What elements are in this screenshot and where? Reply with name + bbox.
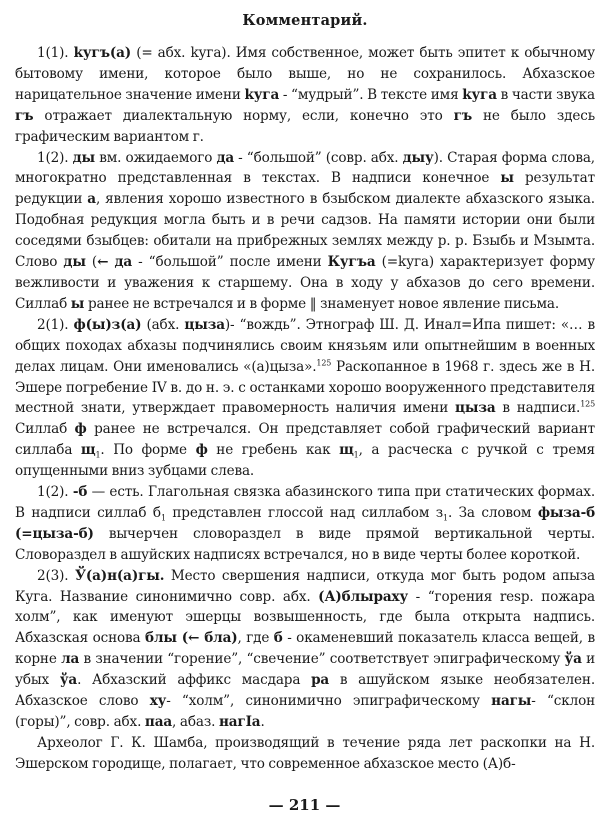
subscript-index: 1 [443,513,448,523]
commentary-body [15,43,595,775]
text-run: результат редукции [15,170,595,208]
text-run: - окаменевший показатель класса вещей, в корне [15,630,595,668]
text-run: 2(1). [37,316,74,333]
bold-term: да [114,254,133,271]
text-run: Археолог Г. К. Шамба, производящий в течение ряда лет раскопки на Н. Эшерском городище, полагает, что современное абхазское место (А)б- [15,734,595,772]
text-run: в части звука [496,86,595,103]
text-run: ранее не встречался. Он представляет собой графический вариант силлаба [15,421,595,459]
bold-term: ла [61,651,80,668]
text-run: не было здесь графическим вариантом г. [15,107,595,145]
text-run: и убых [15,651,595,689]
text-run: , абаз. [172,714,219,730]
bold-term: щ [339,442,354,459]
text-run: (=kуга) характеризует форму вежливости и уважения к старшему. Она в ходу у абхазов до сего времени. Силлаб [15,254,596,312]
bold-term: паа [144,714,173,730]
text-run: представлен глоссой над силлабом з [165,504,443,521]
bold-term: kуга [462,86,497,103]
bold-term: да [216,149,235,166]
page-number: — 211 — [268,796,341,814]
commentary-paragraph [15,733,595,775]
text-run: ( [85,254,98,271]
bold-term: kугъ(а) [73,45,132,61]
text-run: - “большой” (совр. абх. [234,149,403,166]
text-run: в значении “горение”, “свечение” соответствует эпиграфическому [79,651,565,668]
subscript-index: 1 [160,513,166,523]
text-run: в ашуйском языке необязателен. Абхазское слово [15,672,595,710]
bold-term: дыу [402,149,434,166]
commentary-paragraph [15,566,595,733]
bold-term: -б [72,484,88,501]
bold-term: ы [500,170,514,187]
text-run: — есть. Глагольная связка абазинского типа при статических формах. В надписи силлаб б [15,484,595,521]
text-run: Раскопанное в 1968 г. здесь же в Н. Эшере погребение IV в. до н. э. с останками хорошо вооруженного представителя местной знати, утверждает правомерность наличия имени [15,358,595,417]
commentary-paragraph [15,43,595,148]
bold-term: нагIа [218,714,261,730]
bold-term: ы [70,295,85,312]
subscript-index: 1 [95,450,101,460]
bold-term: нагы [491,693,532,710]
text-run: - “мудрый”. В тексте имя [279,86,463,103]
text-run: - “холм”, синонимично эпиграфическому [166,693,492,710]
text-run: в надписи. [495,400,581,417]
commentary-paragraph [15,315,595,482]
text-run: ). Старая форма слова, многократно представленная в текстах. В надписи конечное [15,149,595,187]
text-run: 2(3). [37,567,75,584]
bold-term: (А)блыраху [318,588,409,605]
text-run: , а расческа с ручкой с тремя опущенными вниз зубцами слева. [15,442,595,480]
bold-term: фыза-б (=цыза-б) [15,504,595,542]
text-run: Место свершения надписи, откуда мог быть родом апыза Куга. Название синонимично совр. абх. [15,567,595,605]
text-run: - “горения resp. пожара холм”, как именуют эшерцы возвышенность, где была открыта надпись. Абхазская основа [15,588,595,647]
bold-term: ху [149,693,167,710]
bold-term: ды [63,254,86,271]
bold-term: ← [97,254,109,271]
text-run: . [260,714,265,730]
bold-term: ф [195,442,208,459]
bold-term: Кугъа [327,254,376,271]
text-run: 1(2). [37,484,73,501]
bold-term: ўа [59,672,78,689]
commentary-paragraph [15,482,595,566]
commentary-paragraph [15,148,595,315]
text-run: , где [237,630,274,647]
bold-term: б [273,630,283,647]
text-run: (абх. [141,316,185,333]
bold-term: ды [72,149,96,166]
subscript-index: 1 [353,450,359,460]
bold-term: цыза [184,316,225,333]
bold-term: ра [311,672,330,689]
bold-term: щ [80,442,96,459]
text-run: . По форме [100,442,196,459]
text-run: - “склон (горы)”, совр. абх. [15,693,596,730]
text-run: ранее не встречался и в форме ‖ знаменует новое явление письма. [84,295,560,312]
text-run: (= абх. kуга). Имя собственное, может быть эпитет к обычному бытовому имени, которое было выше, но не сохранилось. Абхазское нарицательное значение имени [15,45,595,103]
text-run: 1(2). [37,149,73,166]
text-run: , явления хорошо известного в бзыбском диалекте абхазского языка. Подобная редукция могла быть и в речи садзов. На памяти истории они были соседями бзыбцев: обитали на прибрежных землях между р. р. Бзыбь и Мзымта. Слово [15,191,595,271]
bold-term: гъ [453,107,473,124]
text-run: вычерчен словораздел в виде прямой вертикальной черты. Словораздел в ашуйских надписях встречался, но в виде черты более короткой. [15,525,595,563]
bold-term: а [87,191,96,208]
bold-term: блы (← бла) [145,630,238,647]
footnote-reference: 125 [580,399,596,409]
bold-term: ўа [564,651,582,668]
footnote-reference: 125 [316,358,332,368]
text-run: отражает диалектальную норму, если, конечно это [33,107,454,124]
text-run: вм. ожидаемого [95,149,217,166]
bold-term: гъ [15,107,34,124]
page-title: Комментарий. [242,12,368,29]
bold-term: Ў(а)н(а)гы. [74,567,165,584]
text-run: . За словом [447,504,538,521]
text-run: 1(1). [37,45,74,61]
text-run: не гребень как [207,442,340,459]
bold-term: kуга [244,86,280,103]
text-run: . Абхазский аффикс масдара [77,672,312,689]
bold-term: ф [74,421,87,438]
text-run: )- “вождь”. Этнограф Ш. Д. Инал=Ипа пишет: «… в общих походах абхазы подчинялись своим князьям или опытнейшим в военных делах лицам. Они именовались «(а)цыза». [15,316,595,375]
bold-term: цыза [454,400,496,417]
text-run: Силлаб [15,421,75,438]
text-run: - “большой” после имени [132,254,328,271]
bold-term: ф(ы)з(а) [73,316,142,333]
